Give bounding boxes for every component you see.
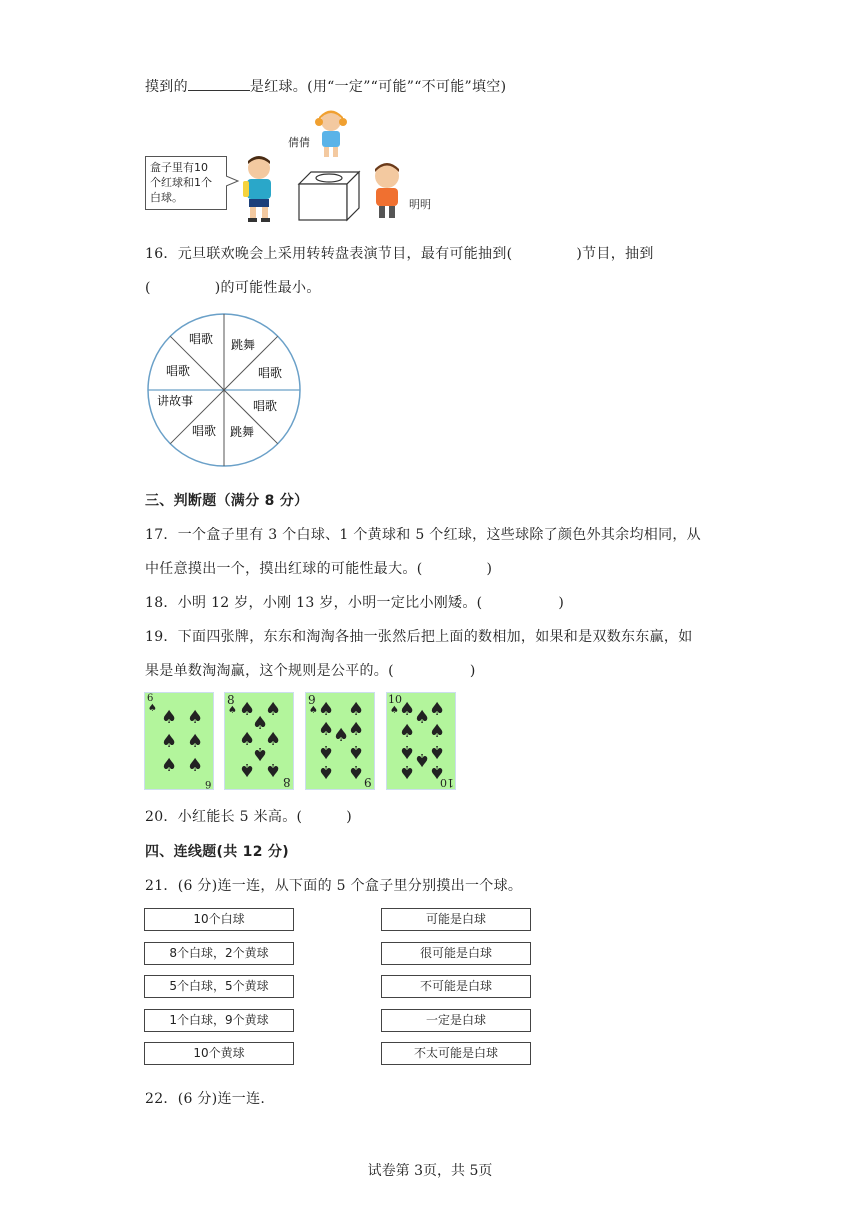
- section-title: 三、判断题（满分 8 分）: [145, 493, 309, 509]
- boy-figure-icon: [239, 154, 281, 224]
- wheel-sector-label: 唱歌: [252, 399, 278, 413]
- spade-icon: ♠: [187, 731, 204, 752]
- match-right-box[interactable]: 一定是白球: [381, 1009, 531, 1032]
- spade-icon: ♠: [399, 761, 416, 782]
- playing-card-6: [144, 692, 214, 790]
- match-left-box[interactable]: 8个白球，2个黄球: [144, 942, 294, 965]
- name-boy: 明明: [409, 198, 431, 211]
- boy-mingming-icon: [369, 160, 407, 222]
- q17-line1: 17．一个盒子里有 3 个白球、1 个黄球和 5 个红球，这些球除了颜色外其余均相同，从: [145, 527, 701, 543]
- speech-box: 盒子里有10 个红球和1个 白球。: [145, 156, 227, 210]
- playing-card-10: [386, 692, 456, 790]
- match-left-box[interactable]: 10个黄球: [144, 1042, 294, 1065]
- spade-icon: ♠: [348, 761, 365, 782]
- q21-line: 21．(6 分)连一连，从下面的 5 个盒子里分别摸出一个球。: [145, 878, 523, 894]
- answer-blank[interactable]: [188, 78, 250, 91]
- card-rank: 8: [227, 693, 235, 707]
- q18-line: 18．小明 12 岁，小刚 13 岁，小明一定比小刚矮。( ): [145, 595, 565, 611]
- spade-icon: ♠: [318, 741, 335, 762]
- match-right-box[interactable]: 很可能是白球: [381, 942, 531, 965]
- playing-card-9: [305, 692, 375, 790]
- spade-icon: ♠: [399, 721, 416, 742]
- q16-line1: 16．元旦联欢晚会上采用转转盘表演节目，最有可能抽到( )节目，抽到: [145, 246, 654, 262]
- spade-icon: ♠: [399, 699, 416, 720]
- q19-line1: 19．下面四张牌，东东和淘淘各抽一张然后把上面的数相加，如果和是双数东东赢，如: [145, 629, 693, 645]
- spade-icon: ♠: [252, 713, 269, 734]
- match-left-box[interactable]: 5个白球，5个黄球: [144, 975, 294, 998]
- spade-icon: ♠: [148, 703, 157, 714]
- spade-icon: ♠: [414, 749, 431, 770]
- card-rank: 10: [388, 693, 402, 706]
- spade-icon: ♠: [309, 705, 318, 716]
- match-right-box[interactable]: 不可能是白球: [381, 975, 531, 998]
- spade-icon: ♠: [414, 707, 431, 728]
- spade-icon: ♠: [161, 755, 178, 776]
- match-right-box[interactable]: 不太可能是白球: [381, 1042, 531, 1065]
- spade-icon: ♠: [265, 729, 282, 750]
- spade-icon: ♠: [239, 699, 256, 720]
- q20-line: 20．小红能长 5 米高。( ): [145, 809, 353, 825]
- spade-icon: ♠: [429, 699, 446, 720]
- spade-icon: ♠: [161, 731, 178, 752]
- q17-line2: 中任意摸出一个，摸出红球的可能性最大。( ): [145, 561, 493, 577]
- spade-icon: ♠: [318, 699, 335, 720]
- spade-icon: ♠: [429, 741, 446, 762]
- spade-icon: ♠: [252, 743, 269, 764]
- wheel-sector-label: 唱歌: [165, 364, 191, 378]
- match-left-box[interactable]: 1个白球，9个黄球: [144, 1009, 294, 1032]
- speech-tail: [226, 174, 240, 188]
- spade-icon: ♠: [348, 719, 365, 740]
- spade-icon: ♠: [333, 725, 350, 746]
- spade-icon: ♠: [228, 705, 237, 716]
- q19-line2: 果是单数淘淘赢，这个规则是公平的。( ): [145, 663, 476, 679]
- name-girl: 倩倩: [288, 136, 310, 149]
- ball-box-icon: [297, 170, 361, 222]
- spade-icon: ♠: [187, 707, 204, 728]
- spade-icon: ♠: [318, 719, 335, 740]
- wheel-sector-label: 唱歌: [191, 424, 217, 438]
- q16-line2: ( )的可能性最小。: [145, 280, 321, 296]
- spade-icon: ♠: [348, 699, 365, 720]
- q15-line: 摸到的 是红球。(用“一定”“可能”“不可能”填空): [145, 79, 507, 95]
- wheel-sector-label: 讲故事: [156, 394, 194, 408]
- card-rank: 9: [364, 775, 372, 789]
- spinner-wheel: [146, 312, 302, 468]
- spade-icon: ♠: [429, 721, 446, 742]
- q22-line: 22．(6 分)连一连.: [145, 1091, 266, 1107]
- spade-icon: ♠: [187, 755, 204, 776]
- spade-icon: ♠: [318, 761, 335, 782]
- wheel-sector-label: 唱歌: [188, 332, 214, 346]
- section-title: 四、连线题(共 12 分): [145, 844, 289, 860]
- wheel-sector-label: 跳舞: [230, 338, 256, 352]
- card-rank: 8: [283, 775, 291, 789]
- wheel-sector-label: 跳舞: [229, 425, 255, 439]
- playing-card-8: [224, 692, 294, 790]
- spade-icon: ♠: [239, 729, 256, 750]
- spade-icon: ♠: [265, 699, 282, 720]
- card-rank: 6: [204, 778, 211, 789]
- match-right-box[interactable]: 可能是白球: [381, 908, 531, 931]
- match-left-box[interactable]: 10个白球: [144, 908, 294, 931]
- spade-icon: ♠: [161, 707, 178, 728]
- spade-icon: ♠: [265, 759, 282, 780]
- spade-icon: ♠: [399, 741, 416, 762]
- card-rank: 10: [440, 776, 454, 789]
- card-rank: 9: [308, 693, 316, 707]
- wheel-sector-label: 唱歌: [257, 366, 283, 380]
- q15-illustration: [143, 108, 463, 226]
- card-rank: 6: [147, 693, 154, 704]
- spade-icon: ♠: [348, 741, 365, 762]
- spade-icon: ♠: [239, 759, 256, 780]
- girl-figure-icon: [311, 108, 351, 160]
- spade-icon: ♠: [429, 761, 446, 782]
- spade-icon: ♠: [390, 705, 399, 716]
- page-footer: 试卷第 3页，共 5页: [367, 1163, 493, 1179]
